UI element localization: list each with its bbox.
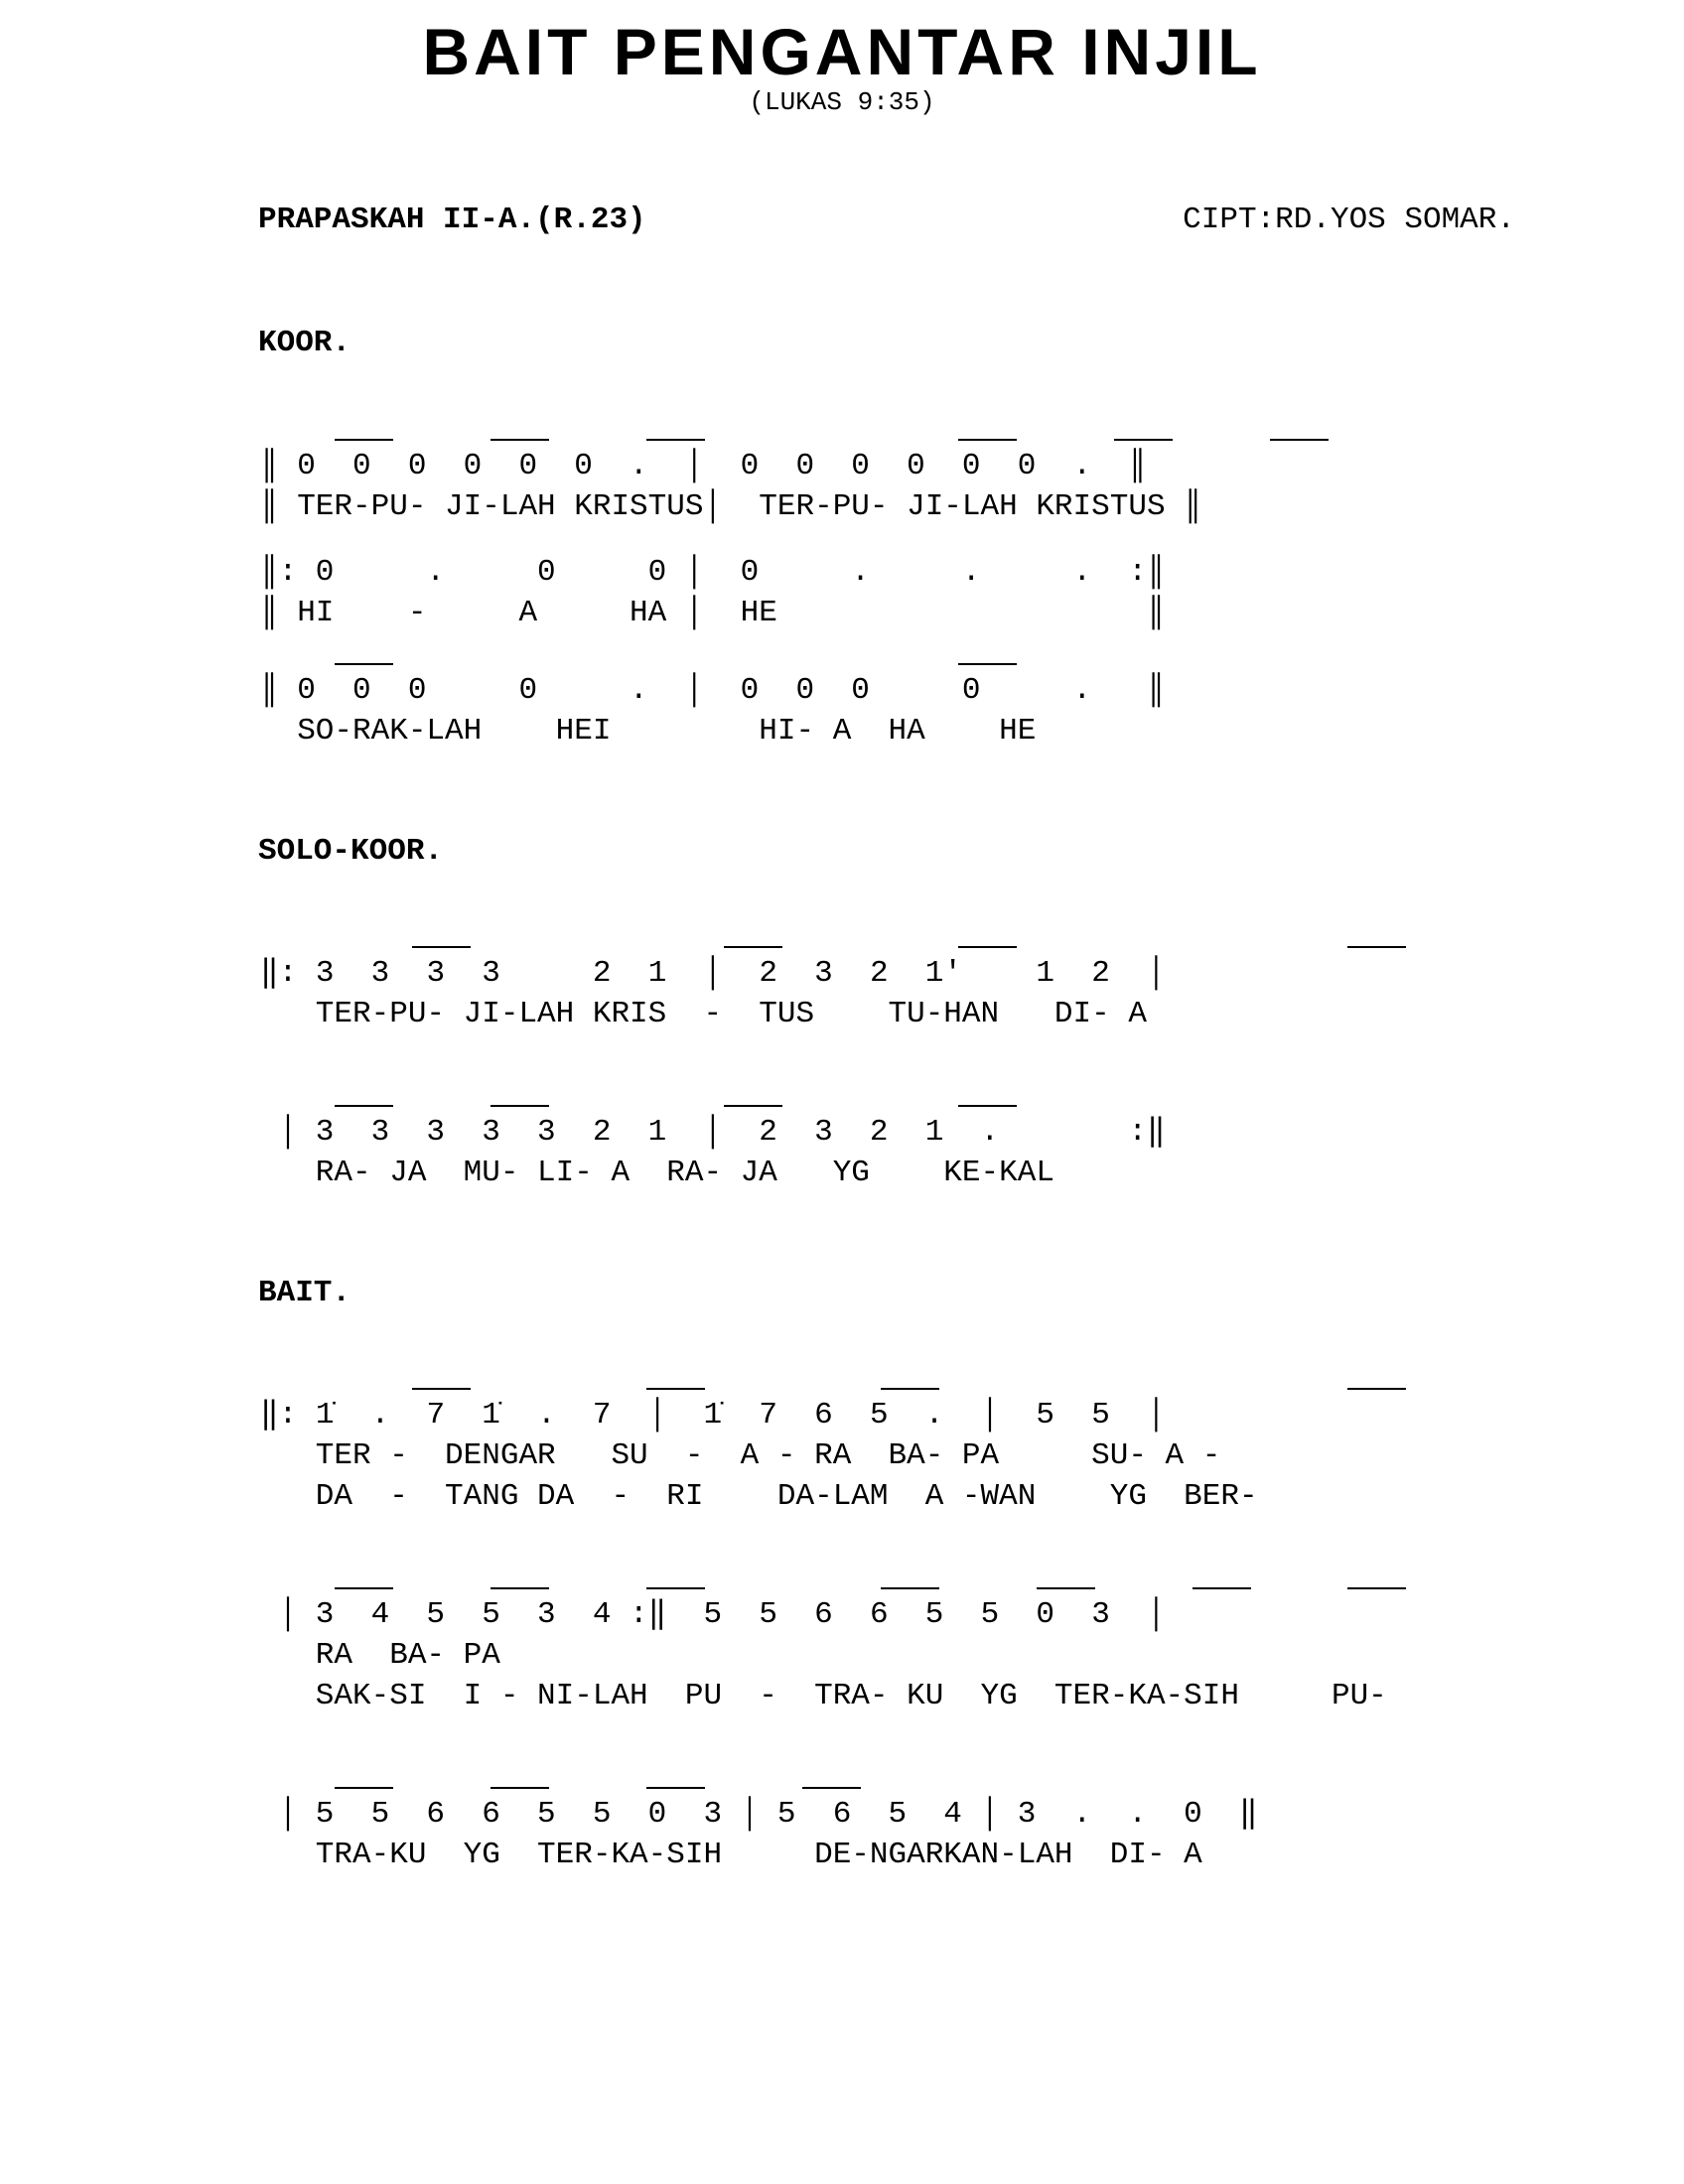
section-heading-bait: BAIT. (258, 1276, 351, 1310)
koor-notes-2: ║: 0 . 0 0 │ 0 . . . :║ (260, 555, 1166, 590)
section-heading-koor: KOOR. (258, 326, 351, 360)
scripture-reference: (LUKAS 9:35) (749, 87, 935, 117)
koor-lyrics-1: ║ TER-PU- JI-LAH KRISTUS│ TER-PU- JI-LAH KRISTUS ║ (260, 489, 1202, 524)
koor-notes-1: ║ 0 0 0 0 0 0 . │ 0 0 0 0 0 0 . ║ (260, 449, 1147, 483)
solo-koor-lyrics-2: RA- JA MU- LI- A RA- JA YG KE-KAL (260, 1156, 1054, 1190)
koor-notes-3: ║ 0 0 0 0 . │ 0 0 0 0 . ║ (260, 673, 1166, 708)
composer-credit: CIPT:RD.YOS SOMAR. (1183, 203, 1515, 237)
bait-lyrics-3: TRA-KU YG TER-KA-SIH DE-NGARKAN-LAH DI- A (260, 1838, 1202, 1872)
bait-lyrics-2a: RA BA- PA (260, 1638, 500, 1673)
occasion-label: PRAPASKAH II-A.(R.23) (258, 203, 646, 237)
koor-lyrics-2: ║ HI - A HA │ HE ║ (260, 596, 1166, 630)
solo-koor-notes-1: ‖: 3 3 3 3 2 1 │ 2 3 2 1' 1 2 │ (260, 956, 1166, 991)
bait-lyrics-1a: TER - DENGAR SU - A - RA BA- PA SU- A - (260, 1438, 1221, 1473)
solo-koor-lyrics-1: TER-PU- JI-LAH KRIS - TUS TU-HAN DI- A (260, 997, 1147, 1031)
bait-lyrics-2b: SAK-SI I - NI-LAH PU - TRA- KU YG TER-KA-SIH PU- (260, 1679, 1387, 1713)
page-title: BAIT PENGANTAR INJIL (422, 15, 1262, 88)
bait-lyrics-1b: DA - TANG DA - RI DA-LAM A -WAN YG BER- (260, 1479, 1258, 1514)
bait-notes-1: ‖: 1̇ . 7 1̇ . 7 │ 1̇ 7 6 5 . │ 5 5 │ (260, 1398, 1166, 1433)
bait-notes-3: │ 5 5 6 6 5 5 0 3 │ 5 6 5 4 │ 3 . . 0 ‖ (260, 1797, 1258, 1832)
solo-koor-notes-2: │ 3 3 3 3 3 2 1 │ 2 3 2 1 . :‖ (260, 1115, 1166, 1150)
bait-notes-2: │ 3 4 5 5 3 4 :‖ 5 5 6 6 5 5 0 3 │ (260, 1597, 1166, 1632)
koor-lyrics-3: SO-RAK-LAH HEI HI- A HA HE (260, 714, 1037, 749)
section-heading-solo-koor: SOLO-KOOR. (258, 834, 444, 869)
